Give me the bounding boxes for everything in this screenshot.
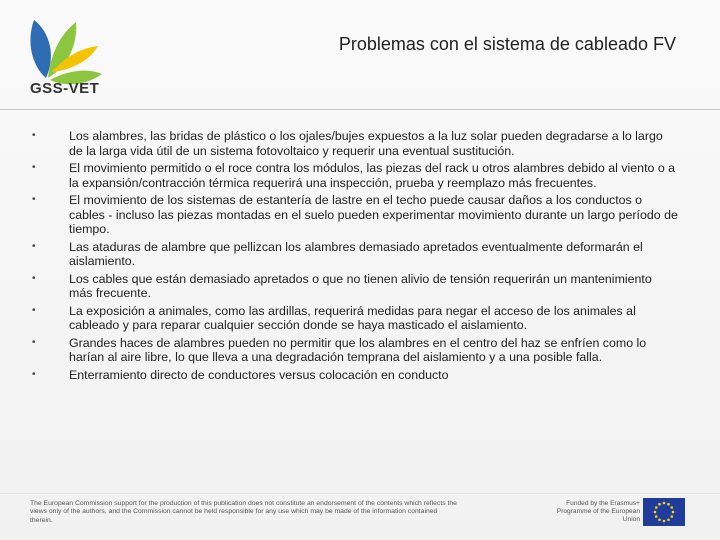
bullet-icon: • bbox=[32, 194, 36, 205]
bullet-icon: • bbox=[32, 368, 36, 380]
eu-disclaimer: The European Commission support for the production of this publication does not constitute an endorsement of the contents which reflects the views only of the authors, and the Commission cannot be held responsible for any use which may be made of the information contained therein. bbox=[30, 500, 457, 524]
eu-funding-text: Funded by the Erasmus+ Programme of the European Union bbox=[556, 500, 640, 524]
bullet-item bbox=[30, 336, 678, 365]
bullet-item bbox=[30, 193, 678, 237]
bullet-icon: • bbox=[32, 336, 36, 348]
bullet-icon: • bbox=[32, 272, 36, 284]
bullet-icon: • bbox=[32, 162, 36, 173]
bullet-text: Los alambres, las bridas de plástico o los ojales/bujes expuestos a la luz solar pueden degradarse a lo largo de la larga vida útil de un sistema fotovoltaico y requerir una eventual sustitución. bbox=[69, 129, 663, 158]
logo-text: GSS-VET bbox=[30, 80, 100, 97]
bullet-icon: • bbox=[32, 130, 36, 141]
bullet-icon: • bbox=[32, 240, 36, 252]
bullet-item bbox=[30, 272, 678, 301]
header-divider bbox=[0, 109, 720, 110]
slide-title: Problemas con el sistema de cableado FV bbox=[338, 34, 676, 54]
bullet-text: Enterramiento directo de conductores versus colocación en conducto bbox=[69, 367, 449, 382]
footer-divider bbox=[0, 493, 720, 494]
eu-flag-icon bbox=[643, 498, 685, 526]
bullet-item bbox=[30, 304, 678, 333]
bullet-item bbox=[30, 368, 678, 383]
bullet-item bbox=[30, 240, 678, 269]
bullet-text: Grandes haces de alambres pueden no permitir que los alambres en el centro del haz se enfríen como lo harían al aire libre, lo que lleva a una degradación temprana del aislamiento y a una posible falla. bbox=[69, 335, 647, 364]
bullet-list bbox=[30, 129, 678, 385]
bullet-text: Las ataduras de alambre que pellizcan los alambres demasiado apretados eventualmente deformarán el aislamiento. bbox=[69, 239, 643, 268]
bullet-text: Los cables que están demasiado apretados o que no tienen alivio de tensión requerirán un mantenimiento más frecuente. bbox=[69, 271, 652, 300]
bullet-text: El movimiento de los sistemas de estantería de lastre en el techo puede causar daños a los conductos o cables - incluso las piezas montadas en el suelo pueden experimentar movimiento durante un largo período de tiempo. bbox=[69, 193, 678, 236]
bullet-item bbox=[30, 129, 678, 158]
bullet-item bbox=[30, 161, 678, 190]
bullet-icon: • bbox=[32, 304, 36, 316]
bullet-text: La exposición a animales, como las ardillas, requerirá medidas para negar el acceso de los animales al cableado y para reparar cualquier sección donde se haya masticado el aislamiento. bbox=[69, 303, 636, 332]
bullet-text: El movimiento permitido o el roce contra los módulos, las piezas del rack u otros alambres debido al viento o a la expansión/contracción térmica requerirá una inspección, prueba y reemplazo más frecuentes. bbox=[69, 161, 676, 190]
